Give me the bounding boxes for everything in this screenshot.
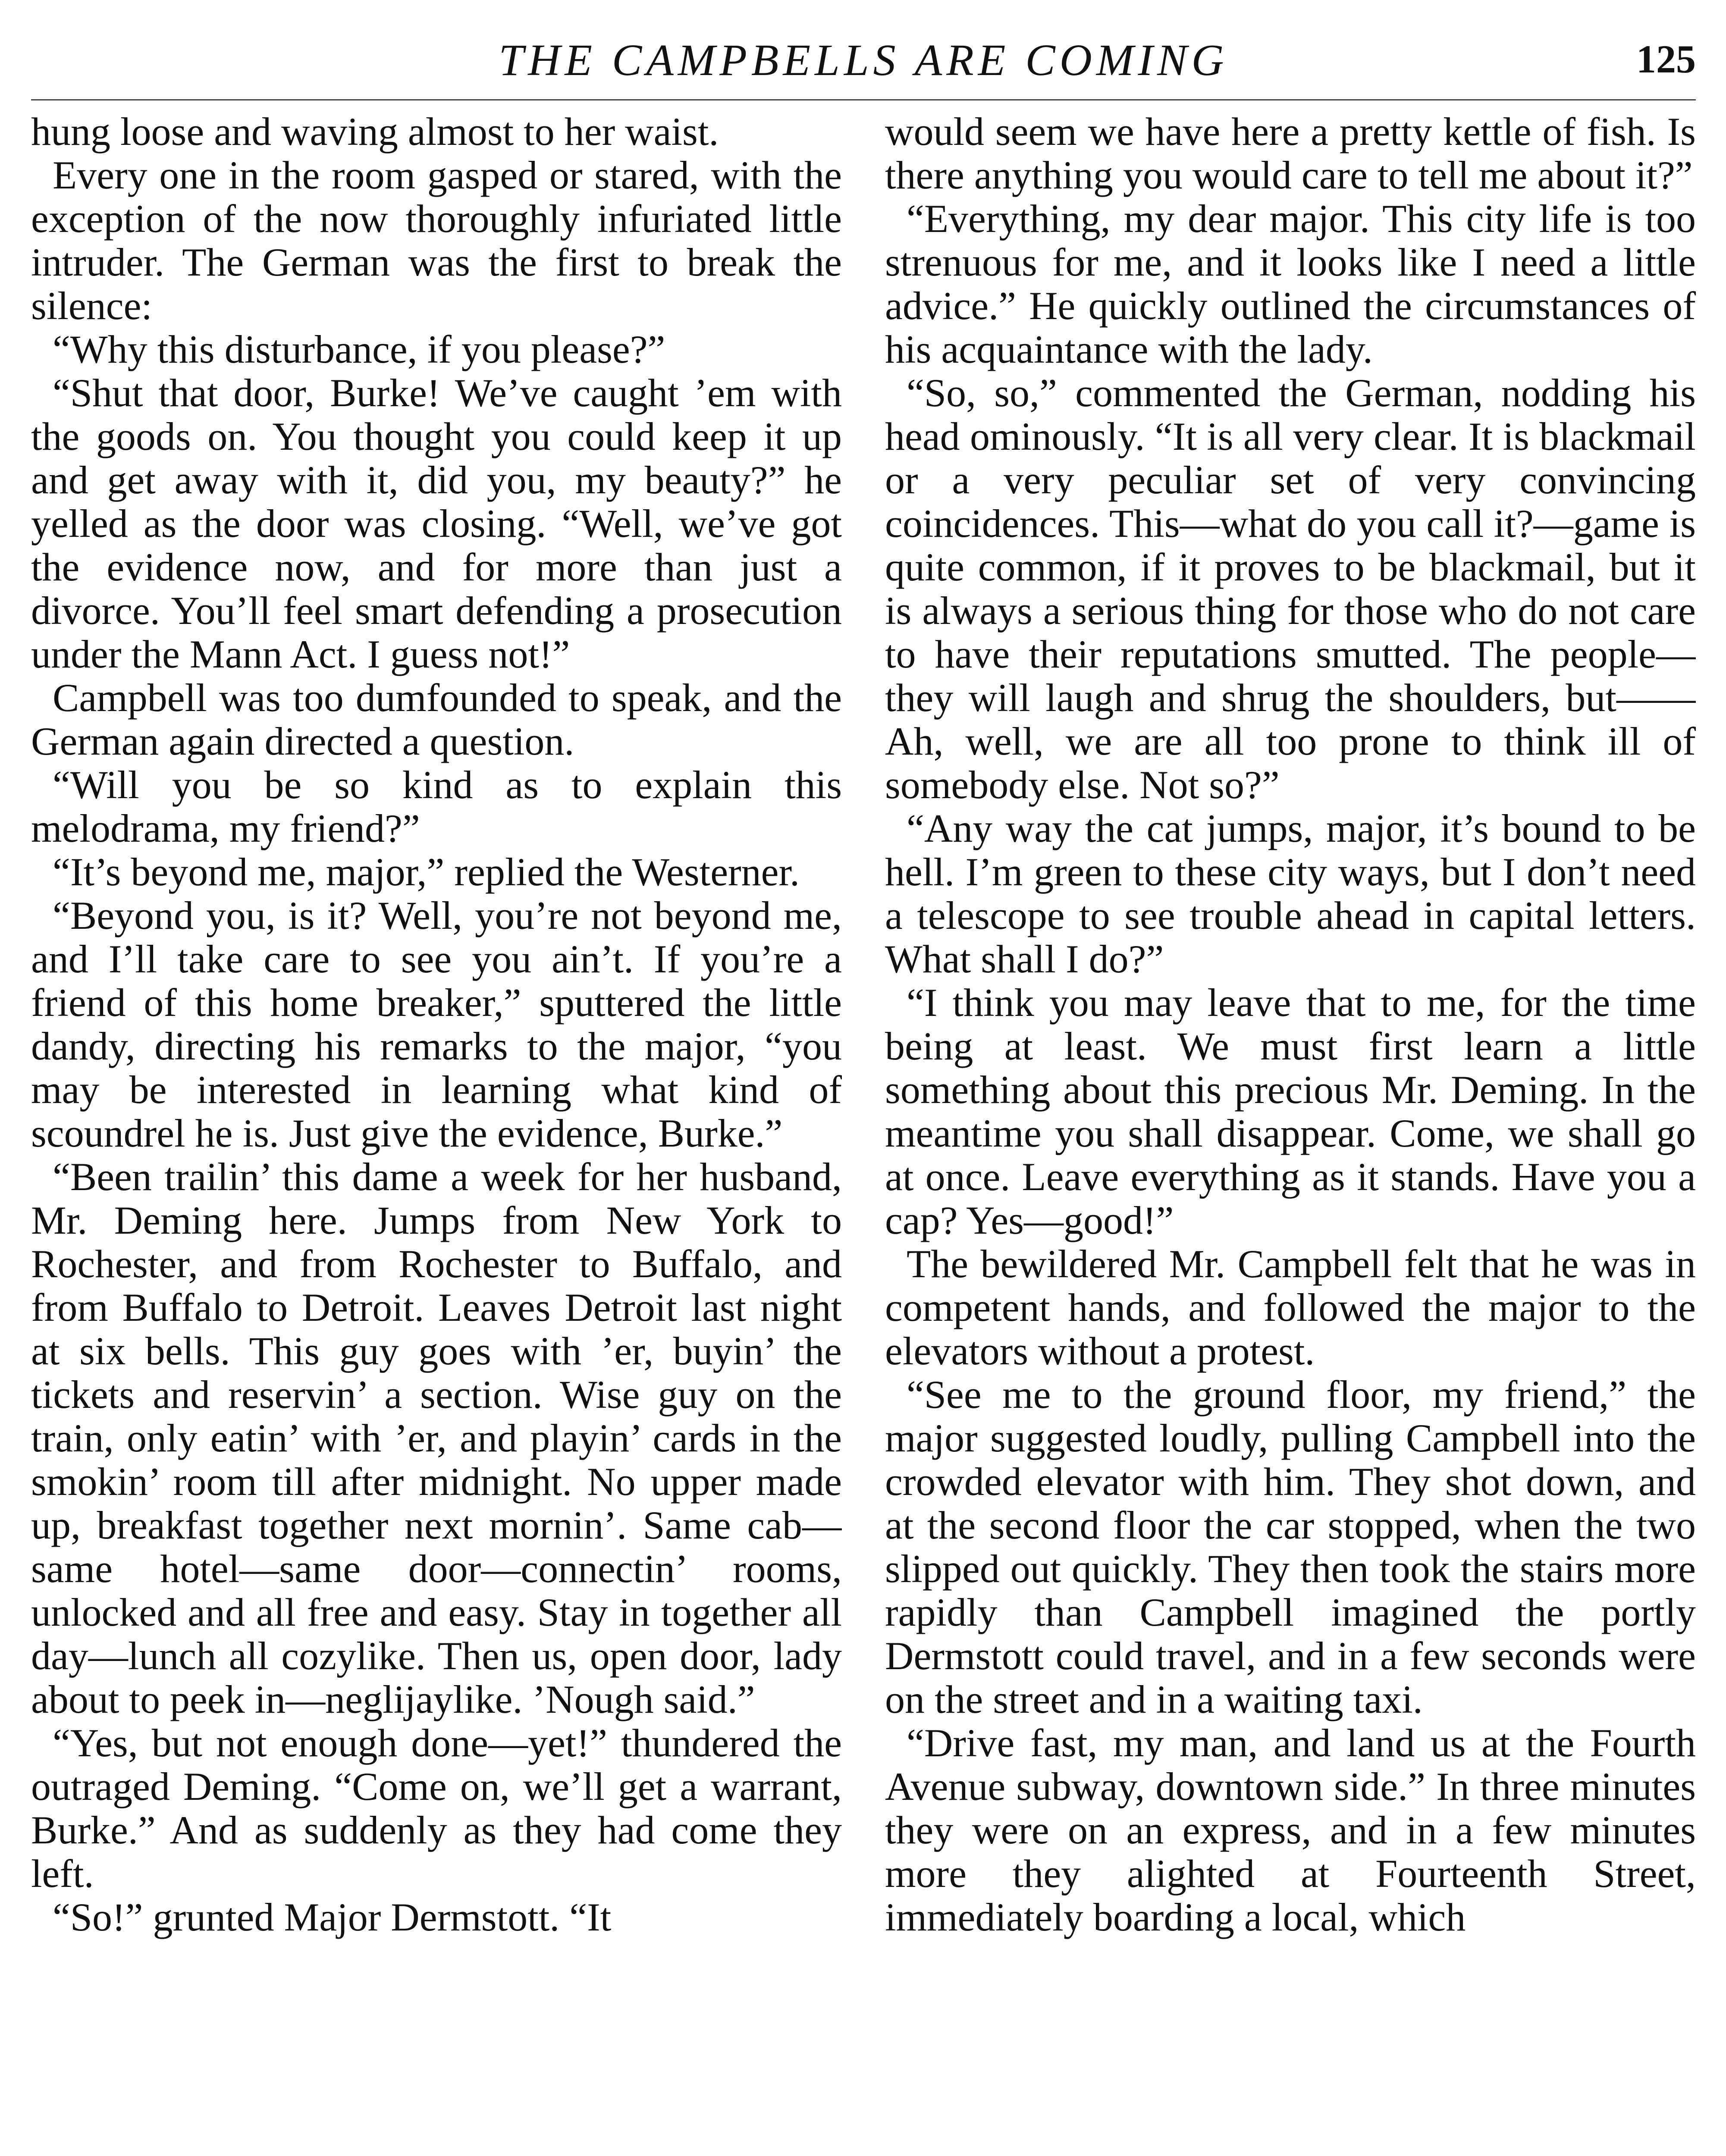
paragraph: “Shut that door, Burke! We’ve caught ’em with the goods on. You thought you could keep it up and get away with it, did you, my beauty?” he yelled as the door was closing. “Well, we’ve got the evidence now, and for more than just a divorce. You’ll feel smart defending a prosecution under the Mann Act. I guess not!” [31, 371, 842, 676]
paragraph: “Drive fast, my man, and land us at the Fourth Avenue subway, downtown side.” In three minutes they were on an express, and in a few minutes more they alighted at Fourteenth Street, immediately boarding a local, which [885, 1721, 1696, 1939]
paragraph: “Beyond you, is it? Well, you’re not beyond me, and I’ll take care to see you ain’t. If you’re a friend of this home breaker,” sputtered the little dandy, directing his remarks to the major, “you may be interested in learning what kind of scoundrel he is. Just give the evidence, Burke.” [31, 893, 842, 1155]
text-body [31, 110, 1696, 2156]
paragraph: “See me to the ground floor, my friend,” the major suggested loudly, pulling Campbell into the crowded elevator with him. They shot down, and at the second floor the car stopped, when the two slipped out quickly. They then took the stairs more rapidly than Campbell imagined the portly Dermstott could travel, and in a few seconds were on the street and in a waiting taxi. [885, 1373, 1696, 1721]
paragraph: “I think you may leave that to me, for the time being at least. We must first learn a little something about this precious Mr. Deming. In the meantime you shall disappear. Come, we shall go at once. Leave everything as it stands. Have you a cap? Yes—good!” [885, 981, 1696, 1242]
header-rule [31, 99, 1696, 100]
paragraph: The bewildered Mr. Campbell felt that he was in competent hands, and followed the major to the elevators without a protest. [885, 1242, 1696, 1373]
paragraph: “So, so,” commented the German, nodding his head ominously. “It is all very clear. It is blackmail or a very peculiar set of very convincing coincidences. This—what do you call it?—game is quite common, if it proves to be blackmail, but it is always a serious thing for those who do not care to have their reputations smutted. The people—they will laugh and shrug the shoulders, but—— Ah, well, we are all too prone to think ill of somebody else. Not so?” [885, 371, 1696, 807]
paragraph: “Why this disturbance, if you please?” [53, 327, 665, 371]
right-column [885, 110, 1696, 2156]
paragraph: “So!” grunted Major Dermstott. “It [53, 1895, 612, 1939]
paragraph: “It’s beyond me, major,” replied the Westerner. [53, 850, 800, 894]
paragraph: Campbell was too dumfounded to speak, and the German again directed a question. [31, 676, 842, 763]
paragraph: “Any way the cat jumps, major, it’s bound to be hell. I’m green to these city ways, but I don’t need a telescope to see trouble ahead in capital letters. What shall I do?” [885, 806, 1696, 981]
left-column [31, 110, 842, 2156]
running-title: THE CAMPBELLS ARE COMING [499, 35, 1228, 85]
paragraph: “Will you be so kind as to explain this melodrama, my friend?” [31, 763, 842, 850]
paragraph: “Everything, my dear major. This city life is too strenuous for me, and it looks like I need a little advice.” He quickly outlined the circumstances of his acquaintance with the lady. [885, 197, 1696, 371]
paragraph: “Yes, but not enough done—yet!” thundered the outraged Deming. “Come on, we’ll get a warrant, Burke.” And as suddenly as they had come they left. [31, 1721, 842, 1896]
paragraph: would seem we have here a pretty kettle of fish. Is there anything you would care to tell me about it?” [885, 110, 1696, 197]
page-header [31, 34, 1696, 91]
paragraph: Every one in the room gasped or stared, with the exception of the now thoroughly infuriated little intruder. The German was the first to break the silence: [31, 153, 842, 328]
page-number: 125 [1636, 37, 1696, 81]
paragraph: “Been trailin’ this dame a week for her husband, Mr. Deming here. Jumps from New York to Rochester, and from Rochester to Buffalo, and from Buffalo to Detroit. Leaves Detroit last night at six bells. This guy goes with ’er, buyin’ the tickets and reservin’ a section. Wise guy on the train, only eatin’ with ’er, and playin’ cards in the smokin’ room till after midnight. No upper made up, breakfast together next mornin’. Same cab—same hotel—same door—connectin’ rooms, unlocked and all free and easy. Stay in together all day—lunch all cozylike. Then us, open door, lady about to peek in—neglijaylike. ’Nough said.” [31, 1155, 842, 1721]
paragraph: hung loose and waving almost to her waist. [31, 110, 719, 154]
